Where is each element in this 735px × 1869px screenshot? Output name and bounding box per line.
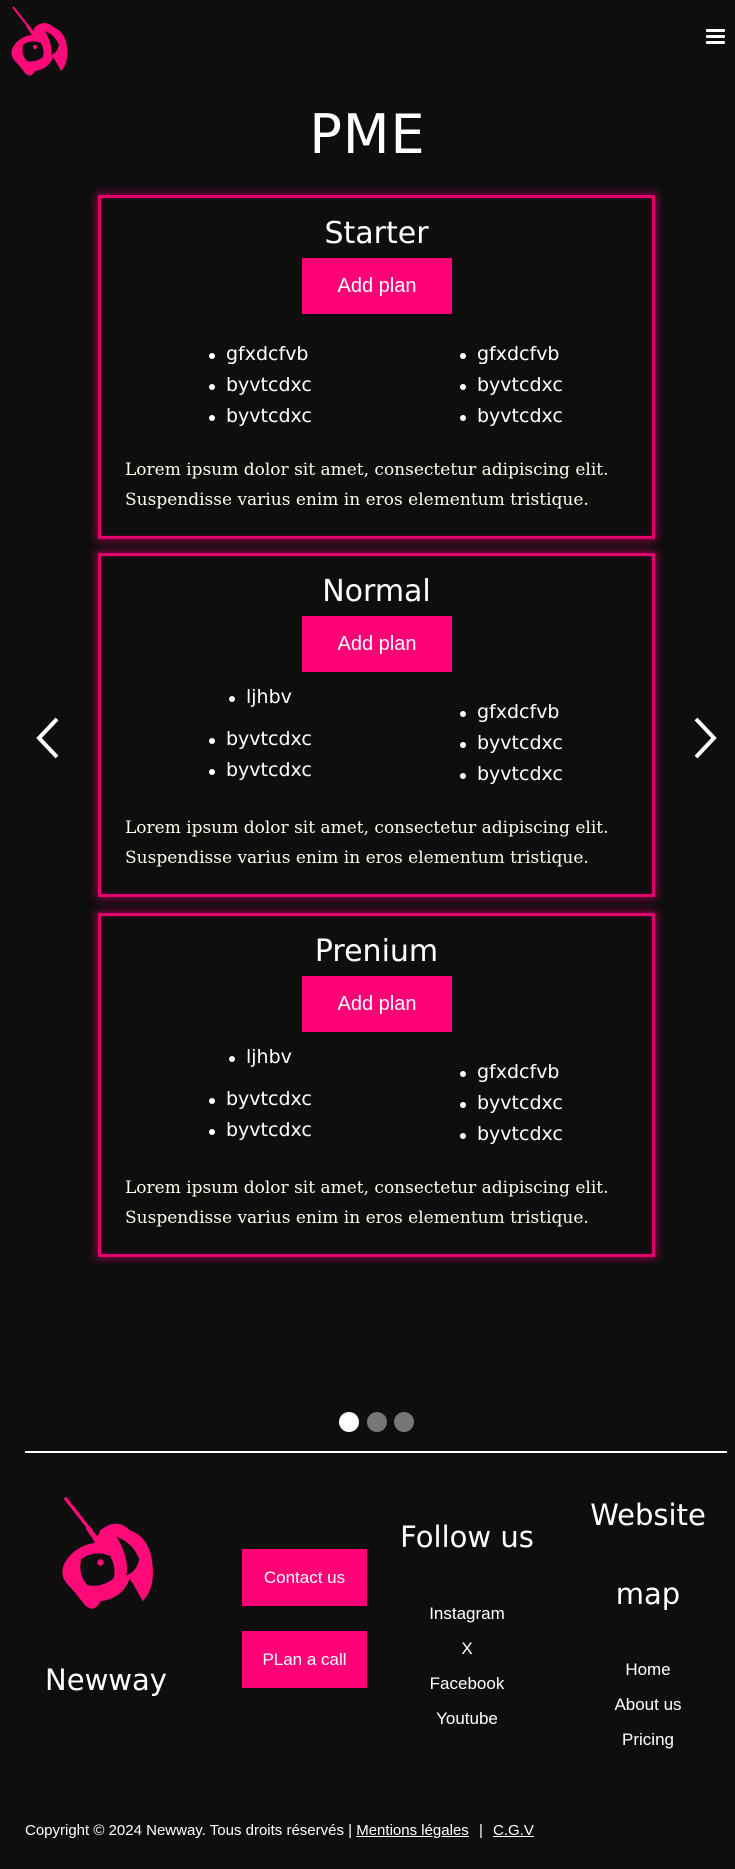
chevron-right-icon[interactable] xyxy=(692,716,718,760)
social-link-youtube[interactable]: Youtube xyxy=(436,1709,498,1728)
chevron-left-icon[interactable] xyxy=(35,716,61,760)
list-item: byvtcdxc xyxy=(206,1115,312,1146)
list-item: gfxdcfvb xyxy=(457,697,563,728)
list-item: byvtcdxc xyxy=(206,724,312,755)
plan-card-starter xyxy=(98,195,655,539)
list-item: byvtcdxc xyxy=(206,1084,312,1115)
carousel-dot-active[interactable] xyxy=(339,1412,359,1432)
plan-title: Normal xyxy=(322,574,431,609)
copyright-bar xyxy=(25,1822,534,1839)
feature-list-right xyxy=(457,339,563,432)
social-link-instagram[interactable]: Instagram xyxy=(429,1604,505,1623)
social-link-x[interactable]: X xyxy=(461,1639,473,1658)
list-item: gfxdcfvb xyxy=(457,1057,563,1088)
hamburger-bar xyxy=(706,35,725,38)
feature-list-left xyxy=(206,339,312,432)
hamburger-menu-icon[interactable] xyxy=(706,29,725,45)
page-title: PME xyxy=(309,103,426,166)
hamburger-bar xyxy=(706,41,725,44)
list-item: byvtcdxc xyxy=(457,401,563,432)
plan-card-premium xyxy=(98,913,655,1257)
plan-description: Lorem ipsum dolor sit amet, consectetur adipiscing elit. Suspendisse varius enim in eros elementum tristique. xyxy=(125,818,609,868)
list-item: byvtcdxc xyxy=(457,1088,563,1119)
footer-brand-name: Newway xyxy=(45,1663,167,1697)
list-item: ljhbv xyxy=(226,1042,312,1073)
unicorn-logo-icon xyxy=(52,1493,162,1619)
feature-list-left xyxy=(206,1042,312,1146)
list-item: byvtcdxc xyxy=(206,401,312,432)
list-item: ljhbv xyxy=(226,682,312,713)
hamburger-bar xyxy=(706,29,725,32)
list-item: gfxdcfvb xyxy=(206,339,312,370)
contact-us-button[interactable]: Contact us xyxy=(242,1549,367,1606)
list-item: byvtcdxc xyxy=(206,755,312,786)
feature-list-right xyxy=(457,1057,563,1150)
carousel-dot[interactable] xyxy=(367,1412,387,1432)
plan-a-call-button[interactable]: PLan a call xyxy=(242,1631,367,1688)
plan-description: Lorem ipsum dolor sit amet, consectetur adipiscing elit. Suspendisse varius enim in eros elementum tristique. xyxy=(125,460,609,510)
plan-card-normal xyxy=(98,553,655,897)
plan-title: Starter xyxy=(324,216,429,251)
list-item: byvtcdxc xyxy=(457,1119,563,1150)
sitemap-heading: Website xyxy=(590,1498,706,1532)
sitemap-link-pricing[interactable]: Pricing xyxy=(622,1730,674,1749)
legal-notice-link[interactable]: Mentions légales xyxy=(356,1822,469,1839)
plan-description: Lorem ipsum dolor sit amet, consectetur adipiscing elit. Suspendisse varius enim in eros elementum tristique. xyxy=(125,1178,609,1228)
list-item: gfxdcfvb xyxy=(457,339,563,370)
list-item: byvtcdxc xyxy=(206,370,312,401)
feature-list-left xyxy=(206,682,312,786)
separator: | xyxy=(478,1822,483,1839)
list-item: byvtcdxc xyxy=(457,759,563,790)
follow-us-heading: Follow us xyxy=(400,1520,534,1554)
unicorn-logo-icon[interactable] xyxy=(5,5,73,81)
list-item: byvtcdxc xyxy=(457,370,563,401)
add-plan-button[interactable]: Add plan xyxy=(302,976,452,1032)
list-item: byvtcdxc xyxy=(457,728,563,759)
add-plan-button[interactable]: Add plan xyxy=(302,258,452,314)
plan-title: Prenium xyxy=(314,934,439,969)
social-link-facebook[interactable]: Facebook xyxy=(429,1674,505,1693)
add-plan-button[interactable]: Add plan xyxy=(302,616,452,672)
footer-divider xyxy=(25,1451,727,1453)
cgv-link[interactable]: C.G.V xyxy=(493,1822,534,1839)
carousel-dot[interactable] xyxy=(394,1412,414,1432)
sitemap-heading-2: map xyxy=(615,1577,681,1611)
sitemap-link-about[interactable]: About us xyxy=(614,1695,682,1714)
sitemap-link-home[interactable]: Home xyxy=(625,1660,671,1679)
copyright-text: Copyright © 2024 Newway. Tous droits réservés | xyxy=(25,1822,353,1839)
feature-list-right xyxy=(457,697,563,790)
